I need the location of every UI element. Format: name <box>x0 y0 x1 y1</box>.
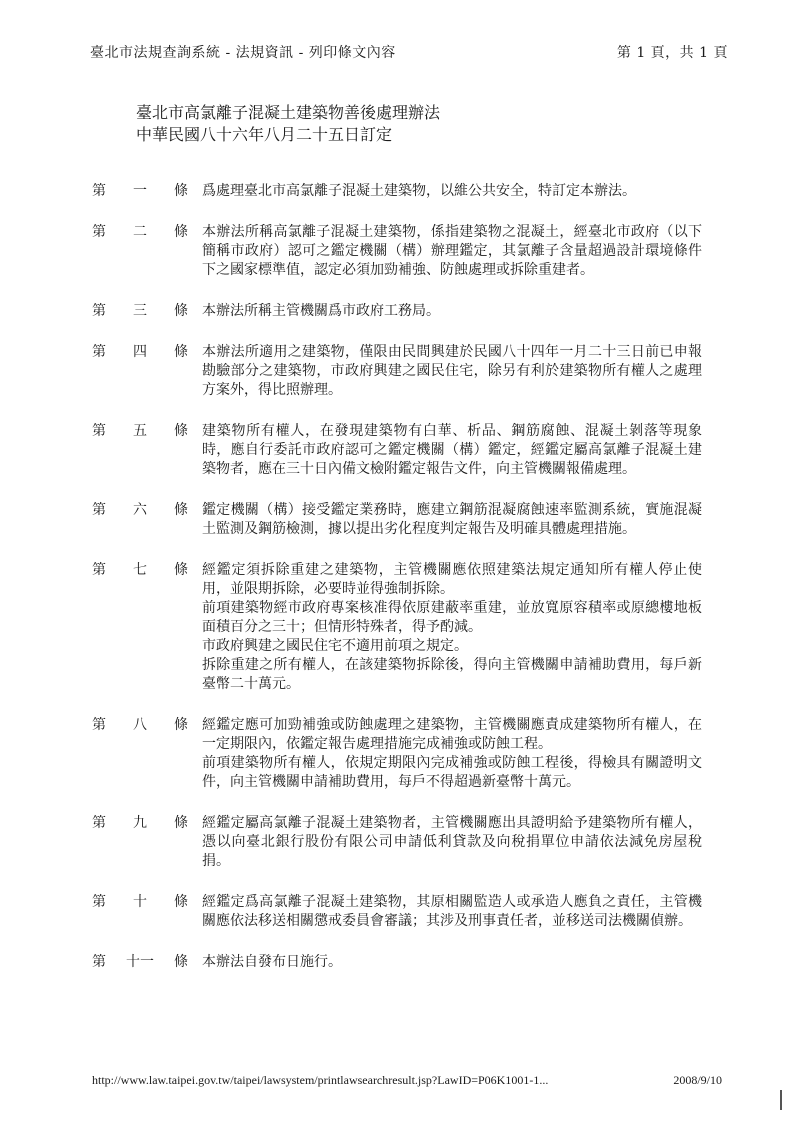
article-body <box>202 422 702 479</box>
article-label-char: 條 <box>174 954 188 970</box>
article-label-char: 條 <box>174 183 188 199</box>
article-item <box>92 814 732 871</box>
article-label-char: 條 <box>174 815 188 831</box>
article-label-char: 第 <box>92 954 106 970</box>
article-paragraph: 經鑑定應可加勁補強或防蝕處理之建築物，主管機關應責成建築物所有權人，在一定期限內，依鑑定報告處理措施完成補強或防蝕工程。 <box>202 717 702 752</box>
article-item <box>92 343 732 400</box>
article-label <box>92 814 202 871</box>
article-body <box>202 223 702 280</box>
article-item <box>92 953 732 972</box>
article-label <box>92 893 202 931</box>
article-label-char: 四 <box>133 344 147 360</box>
article-label-char: 條 <box>174 562 188 578</box>
article-label-char: 條 <box>174 717 188 733</box>
article-label-char: 九 <box>133 815 147 831</box>
article-paragraph: 拆除重建之所有權人，在該建築物拆除後，得向主管機關申請補助費用，每戶新臺幣二十萬元。 <box>202 657 702 692</box>
article-paragraph: 爲處理臺北市高氯離子混凝土建築物，以維公共安全，特訂定本辦法。 <box>202 183 636 199</box>
article-label-char: 第 <box>92 224 106 240</box>
article-label <box>92 953 202 972</box>
page-number: 第 1 頁，共 1 頁 <box>616 45 728 61</box>
article-label <box>92 561 202 694</box>
regulation-title: 臺北市高氯離子混凝土建築物善後處理辦法 <box>136 103 441 122</box>
article-body <box>202 182 702 201</box>
page-header <box>90 42 728 62</box>
article-label-char: 六 <box>133 502 147 518</box>
article-label-char: 第 <box>92 344 106 360</box>
article-item <box>92 182 732 201</box>
article-body <box>202 814 702 871</box>
article-label-char: 第 <box>92 815 106 831</box>
article-body <box>202 893 702 931</box>
article-label-char: 第 <box>92 183 106 199</box>
article-label-char: 一 <box>133 183 147 199</box>
article-body <box>202 343 702 400</box>
article-label <box>92 223 202 280</box>
regulation-title-block <box>136 102 440 146</box>
article-paragraph: 經鑑定屬高氯離子混凝土建築物者，主管機關應出具證明給予建築物所有權人，憑以向臺北銀行股份有限公司申請低利貸款及向稅捐單位申請依法減免房屋稅捐。 <box>202 815 702 869</box>
article-paragraph: 本辦法自發布日施行。 <box>202 954 342 970</box>
article-label-char: 七 <box>133 562 147 578</box>
article-label-char: 條 <box>174 502 188 518</box>
article-label-char: 條 <box>174 224 188 240</box>
article-paragraph: 前項建築物經市政府專案核准得依原建蔽率重建，並放寬原容積率或原總樓地板面積百分之三十；但情形特殊者，得予酌減。 <box>202 600 702 635</box>
article-body <box>202 716 702 792</box>
footer-date: 2008/9/10 <box>673 1073 722 1087</box>
article-paragraph: 鑑定機關（構）接受鑑定業務時，應建立鋼筋混凝腐蝕速率監測系統，實施混凝土監測及鋼筋檢測，據以提出劣化程度判定報告及明確具體處理措施。 <box>202 502 702 537</box>
article-label-char: 五 <box>133 423 147 439</box>
article-label <box>92 343 202 400</box>
article-label-char: 第 <box>92 502 106 518</box>
article-label-char: 二 <box>133 224 147 240</box>
article-item <box>92 302 732 321</box>
footer-url: http://www.law.taipei.gov.tw/taipei/lawsystem/printlawsearchresult.jsp?LawID=P06K1001-1... <box>92 1073 549 1087</box>
article-label <box>92 182 202 201</box>
article-body <box>202 953 702 972</box>
article-label-char: 第 <box>92 717 106 733</box>
article-paragraph: 建築物所有權人，在發現建築物有白華、析品、鋼筋腐蝕、混凝土剝落等現象時，應自行委託市政府認可之鑑定機關（構）鑑定，經鑑定屬高氯離子混凝土建築物者，應在三十日內備文檢附鑑定報告文件，向主管機關報備處理。 <box>202 423 702 477</box>
article-label-char: 第 <box>92 303 106 319</box>
article-label-char: 第 <box>92 894 106 910</box>
article-label-char: 三 <box>133 303 147 319</box>
regulation-date: 中華民國八十六年八月二十五日訂定 <box>136 125 393 144</box>
article-label-char: 十一 <box>126 954 154 970</box>
article-paragraph: 經鑑定須拆除重建之建築物，主管機關應依照建築法規定通知所有權人停止使用，並限期拆除，必要時並得強制拆除。 <box>202 562 702 597</box>
article-label-char: 條 <box>174 303 188 319</box>
article-paragraph: 本辦法所稱主管機關爲市政府工務局。 <box>202 303 440 319</box>
article-label <box>92 302 202 321</box>
article-item <box>92 501 732 539</box>
article-item <box>92 422 732 479</box>
article-label-char: 條 <box>174 894 188 910</box>
article-paragraph: 前項建築物所有權人，依規定期限內完成補強或防蝕工程後，得檢具有關證明文件，向主管機關申請補助費用，每戶不得超過新臺幣十萬元。 <box>202 755 702 790</box>
article-label-char: 條 <box>174 344 188 360</box>
article-label-char: 第 <box>92 562 106 578</box>
article-paragraph: 經鑑定爲高氯離子混凝土建築物，其原相關監造人或承造人應負之責任，主管機關應依法移送相關懲戒委員會審議；其涉及刑事責任者，並移送司法機關偵辦。 <box>202 894 702 929</box>
article-label-char: 十 <box>133 894 147 910</box>
article-body <box>202 302 702 321</box>
scan-edge-mark <box>780 1090 782 1110</box>
article-label <box>92 501 202 539</box>
article-item <box>92 893 732 931</box>
header-title: 臺北市法規查詢系統 - 法規資訊 - 列印條文內容 <box>90 45 396 61</box>
article-body <box>202 561 702 694</box>
article-label-char: 條 <box>174 423 188 439</box>
article-item <box>92 561 732 694</box>
article-paragraph: 本辦法所適用之建築物，僅限由民間興建於民國八十四年一月二十三日前已申報勘驗部分之建築物，市政府興建之國民住宅，除另有利於建築物所有權人之處理方案外，得比照辦理。 <box>202 344 702 398</box>
article-list <box>92 182 732 994</box>
article-label-char: 八 <box>133 717 147 733</box>
article-item <box>92 223 732 280</box>
article-label-char: 第 <box>92 423 106 439</box>
article-paragraph: 市政府興建之國民住宅不適用前項之規定。 <box>202 638 468 654</box>
article-label <box>92 422 202 479</box>
article-label <box>92 716 202 792</box>
article-paragraph: 本辦法所稱高氯離子混凝土建築物，係指建築物之混凝土，經臺北市政府（以下簡稱市政府）認可之鑑定機關（構）辦理鑑定，其氯離子含量超過設計環境條件下之國家標準值，認定必須加勁補強、防蝕處理或拆除重建者。 <box>202 224 702 278</box>
article-body <box>202 501 702 539</box>
article-item <box>92 716 732 792</box>
page-footer <box>92 1073 722 1088</box>
